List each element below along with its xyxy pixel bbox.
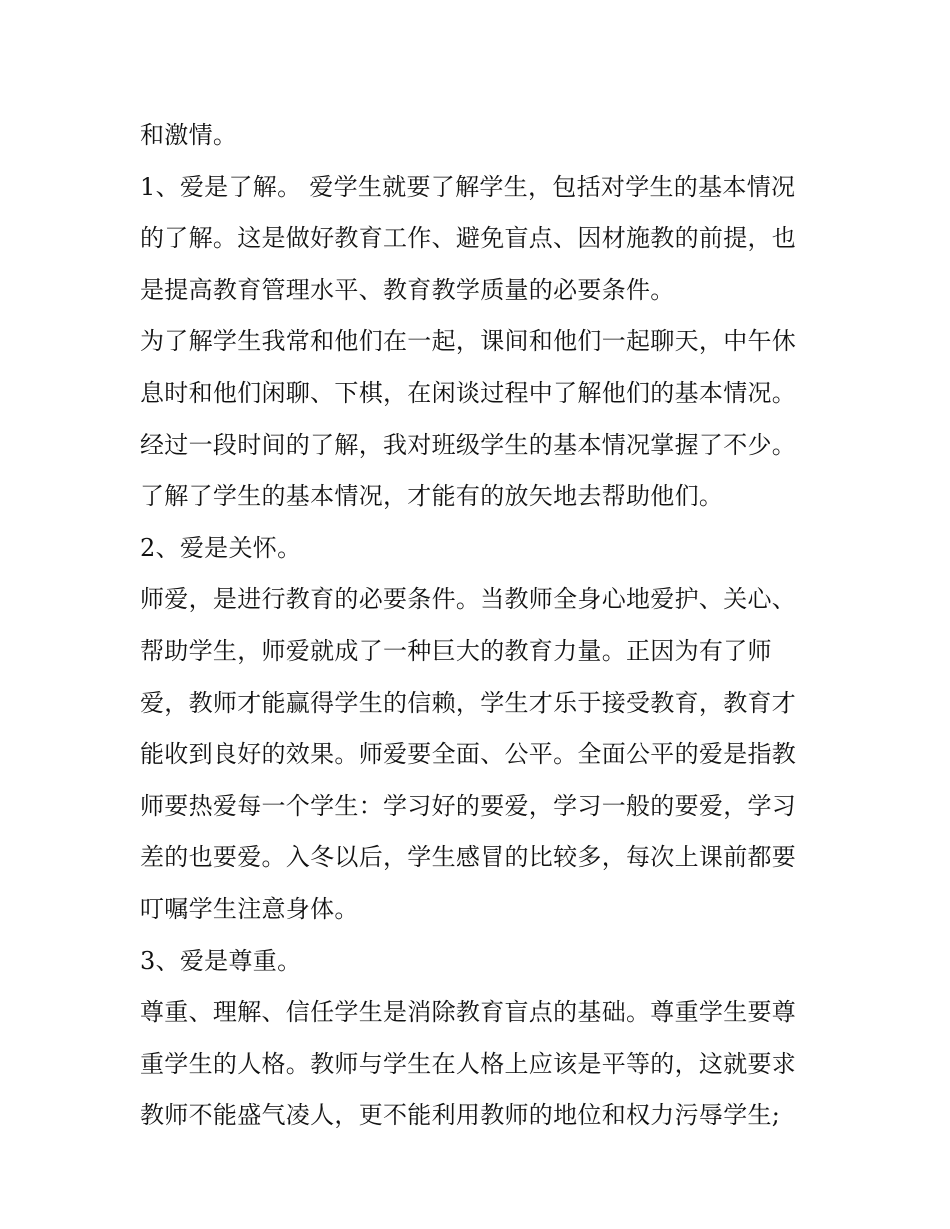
text-line: 是提高教育管理水平、教育教学质量的必要条件。	[140, 275, 675, 304]
text-line: 差的也要爱。入冬以后，学生感冒的比较多，每次上课前都要	[140, 843, 797, 872]
text-line: 师要热爱每一个学生：学习好的要爱，学习一般的要爱，学习	[140, 791, 797, 820]
text-line: 为了解学生我常和他们在一起，课间和他们一起聊天，中午休	[140, 327, 797, 356]
text-line: 能收到良好的效果。师爱要全面、公平。全面公平的爱是指教	[140, 740, 797, 769]
text-line: 重学生的人格。教师与学生在人格上应该是平等的，这就要求	[140, 1049, 797, 1078]
text-line: 帮助学生，师爱就成了一种巨大的教育力量。正因为有了师	[140, 636, 772, 665]
text-line: 经过一段时间的了解，我对班级学生的基本情况掌握了不少。	[140, 430, 797, 459]
text-line: 教师不能盛气凌人，更不能利用教师的地位和权力污辱学生;	[140, 1101, 781, 1130]
section-heading: 3、爱是尊重。	[140, 946, 302, 975]
text-line: 息时和他们闲聊、下棋，在闲谈过程中了解他们的基本情况。	[140, 378, 797, 407]
text-line: 尊重、理解、信任学生是消除教育盲点的基础。尊重学生要尊	[140, 998, 797, 1027]
text-line: 叮嘱学生注意身体。	[140, 894, 359, 923]
text-line: 爱，教师才能赢得学生的信赖，学生才乐于接受教育，教育才	[140, 688, 797, 717]
text-line: 的了解。这是做好教育工作、避免盲点、因材施教的前提，也	[140, 224, 797, 253]
text-line: 了解了学生的基本情况，才能有的放矢地去帮助他们。	[140, 482, 724, 511]
text-line: 和激情。	[140, 121, 238, 149]
text-line: 师爱，是进行教育的必要条件。当教师全身心地爱护、关心、	[140, 585, 797, 614]
text-line: 1、爱是了解。 爱学生就要了解学生，包括对学生的基本情况	[140, 172, 796, 201]
document-body	[140, 110, 820, 1142]
section-heading: 2、爱是关怀。	[140, 533, 302, 562]
